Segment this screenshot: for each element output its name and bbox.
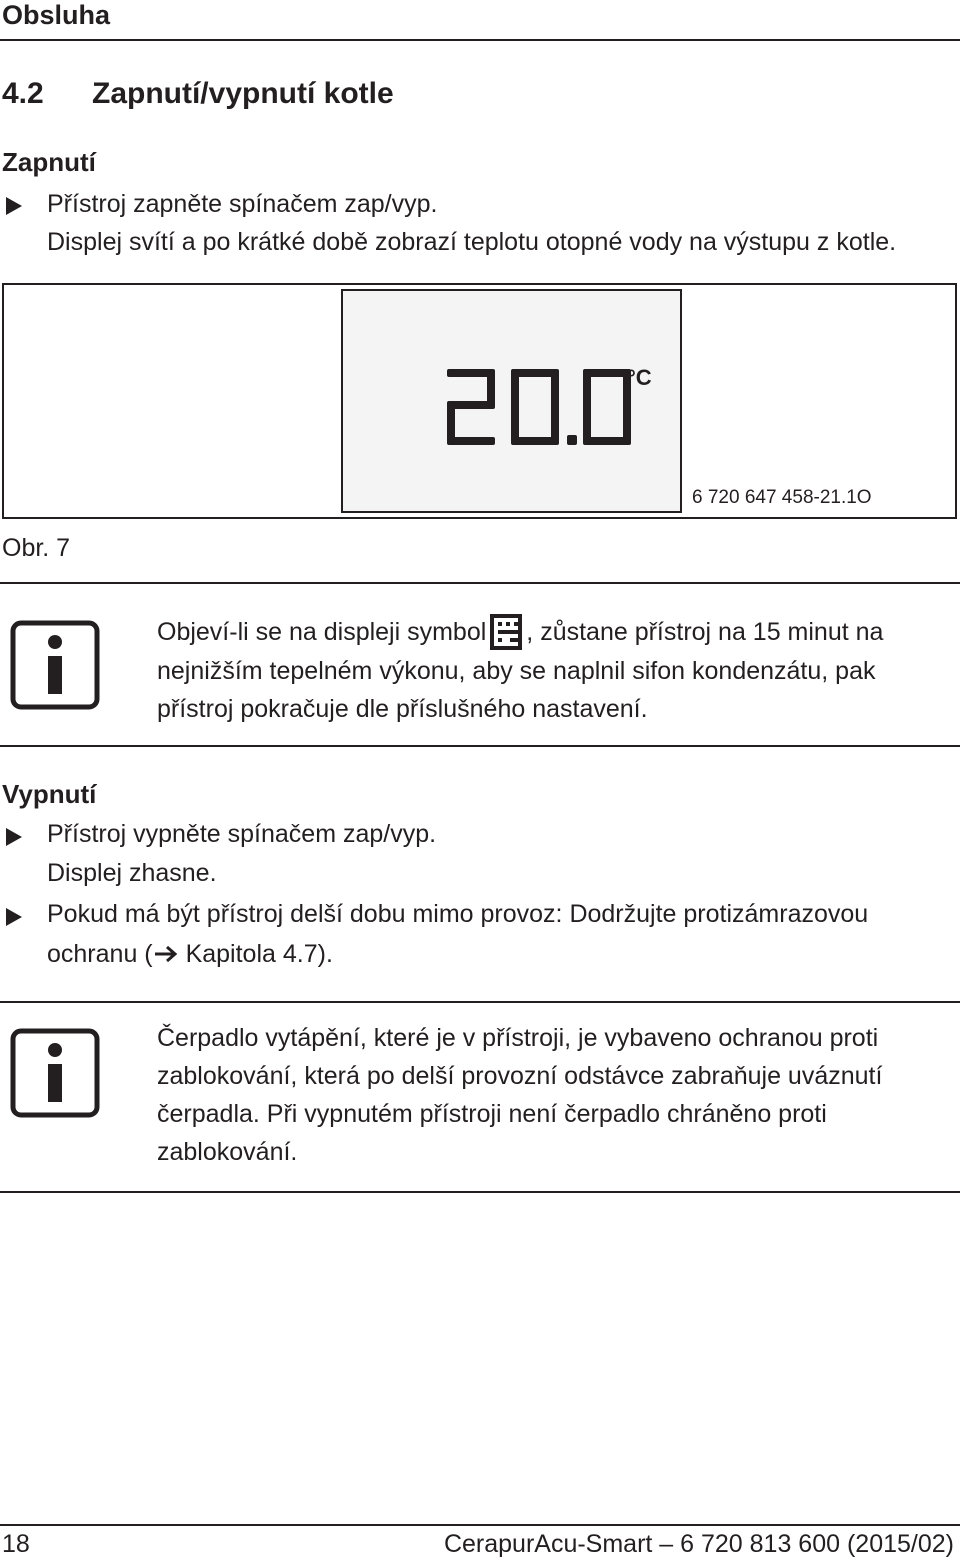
footer-divider — [0, 1524, 960, 1526]
lcd-segment-digits — [343, 291, 680, 511]
lcd-display — [341, 289, 682, 513]
bullet-triangle-icon — [4, 826, 24, 848]
document-reference: CerapurAcu-Smart – 6 720 813 600 (2015/02) — [443, 1530, 954, 1558]
bullet-triangle-icon — [4, 195, 24, 217]
note1-top-divider — [0, 582, 960, 584]
section-title: Zapnutí/vypnutí kotle — [92, 77, 394, 110]
bullet-triangle-icon — [4, 906, 24, 928]
off-step-2-ref-pre: ochranu ( — [47, 940, 153, 968]
figure-image-id: 6 720 647 458-21.1O — [692, 487, 872, 508]
off-step-1-line-2: Displej zhasne. — [47, 859, 217, 887]
on-step-1-line-2: Displej svítí a po krátké době zobrazí teplotu otopné vody na výstupu z kotle. — [47, 228, 897, 256]
note2-top-divider — [0, 1001, 960, 1003]
off-step-2-line-1: Pokud má být přístroj delší dobu mimo provoz: Dodržujte protizámrazovou — [47, 900, 869, 928]
note2-bottom-divider — [0, 1191, 960, 1193]
off-step-2-line-2 — [47, 940, 333, 969]
note2-text: Čerpadlo vytápění, které je v přístroji, je vybaveno ochranou proti zablokování, která po delší provozní odstávce zabraňuje uváznutí čerpadla. Při vypnutém přístroji není čerpadlo chráněno proti zablokování. — [157, 1024, 883, 1166]
off-step-2-ref-chapter[interactable]: Kapitola 4.7). — [178, 940, 333, 968]
lcd-unit: °C — [627, 365, 652, 390]
header-title: Obsluha — [2, 0, 111, 30]
page-number: 18 — [2, 1530, 30, 1558]
siphon-fill-symbol-icon — [488, 612, 524, 652]
info-icon — [10, 620, 100, 710]
figure-caption: Obr. 7 — [2, 534, 71, 562]
subheading-off: Vypnutí — [2, 779, 97, 809]
note1-bottom-divider — [0, 745, 960, 747]
off-step-1-line-1: Přístroj vypněte spínačem zap/vyp. — [47, 820, 437, 848]
info-icon — [10, 1028, 100, 1118]
header-divider — [0, 39, 960, 41]
note1-text — [157, 612, 947, 728]
subheading-on: Zapnutí — [2, 147, 96, 177]
note1-text-after: , zůstane přístroj na 15 minut na nejnižším tepelném výkonu, aby se naplnil sifon kondenzátu, pak přístroj pokračuje dle příslušného nastavení. — [157, 618, 884, 723]
on-step-1-line-1: Přístroj zapněte spínačem zap/vyp. — [47, 190, 438, 218]
note1-text-before: Objeví-li se na displeji symbol — [157, 618, 487, 646]
section-number: 4.2 — [2, 77, 44, 110]
arrow-right-icon — [153, 944, 179, 964]
